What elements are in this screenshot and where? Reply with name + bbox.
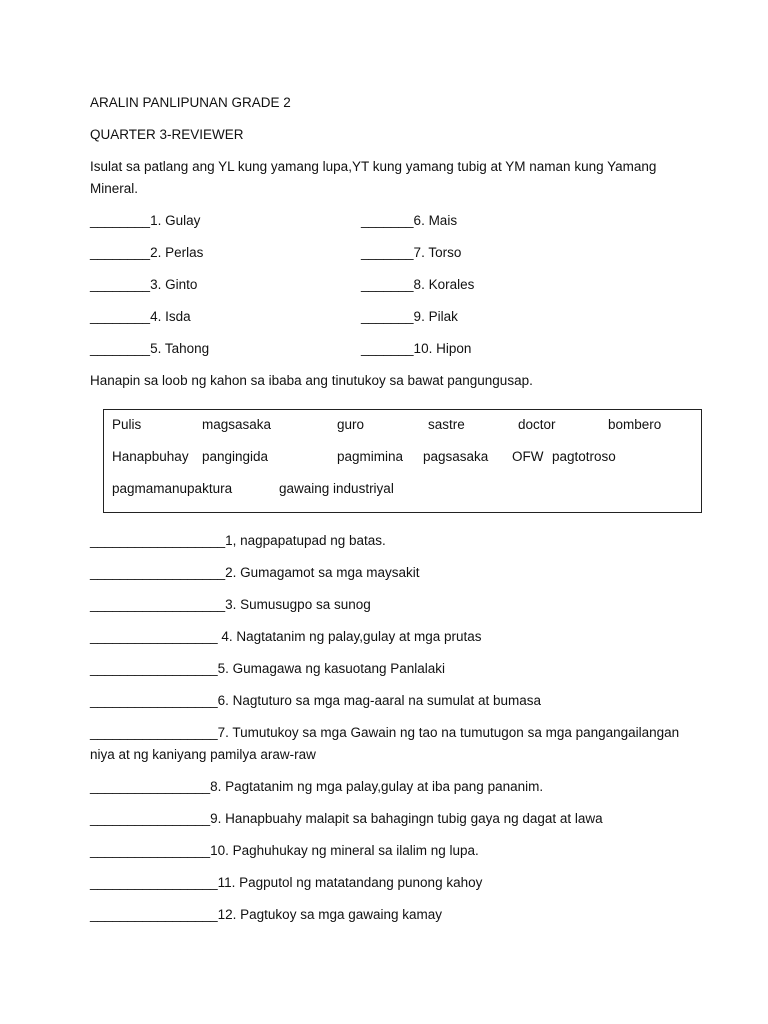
word-bank-item: doctor <box>518 417 556 432</box>
list-item: _________________12. Pagtukoy sa mga gawaing kamay <box>90 907 443 922</box>
list-item: ________2. Perlas <box>90 245 204 260</box>
word-bank-item: Hanapbuhay <box>112 449 189 464</box>
list-item: _________________6. Nagtuturo sa mga mag-aaral na sumulat at bumasa <box>90 693 542 708</box>
list-item: ________________10. Paghuhukay ng mineral sa ilalim ng lupa. <box>90 843 479 858</box>
word-bank-item: guro <box>337 417 365 432</box>
list-item: __________________3. Sumusugpo sa sunog <box>90 597 371 612</box>
list-item: _______9. Pilak <box>361 309 458 324</box>
word-bank-item: bombero <box>608 417 662 432</box>
list-item: ________4. Isda <box>90 309 191 324</box>
list-item: _______6. Mais <box>361 213 458 228</box>
word-bank-item: magsasaka <box>202 417 272 432</box>
word-bank-item: pagtotroso <box>552 449 616 464</box>
list-item: _______10. Hipon <box>361 341 472 356</box>
list-item: ________1. Gulay <box>90 213 201 228</box>
word-bank-item: sastre <box>428 417 465 432</box>
word-bank-item: pagmamanupaktura <box>112 481 233 496</box>
list-item: ________5. Tahong <box>90 341 210 356</box>
list-item: _________________7. Tumutukoy sa mga Gawain ng tao na tumutugon sa mga pangangailangan niya at ng kaniyang pamilya araw-raw <box>90 725 680 762</box>
list-item: __________________2. Gumagamot sa mga maysakit <box>90 565 420 580</box>
list-item: ________3. Ginto <box>90 277 198 292</box>
list-item: ________________9. Hanapbuahy malapit sa bahagingn tubig gaya ng dagat at lawa <box>90 811 603 826</box>
document-title: ARALIN PANLIPUNAN GRADE 2 <box>90 95 291 110</box>
list-item: _______7. Torso <box>361 245 462 260</box>
part1-instruction: Isulat sa patlang ang YL kung yamang lupa,YT kung yamang tubig at YM naman kung Yamang Mineral. <box>90 159 657 196</box>
part2-instruction: Hanapin sa loob ng kahon sa ibaba ang tinutukoy sa bawat pangungusap. <box>90 373 533 388</box>
word-bank-item: OFW <box>512 449 544 464</box>
document-subtitle: QUARTER 3-REVIEWER <box>90 127 244 142</box>
list-item: _________________ 4. Nagtatanim ng palay,gulay at mga prutas <box>90 629 482 644</box>
list-item: _______8. Korales <box>361 277 475 292</box>
word-bank-box <box>103 409 702 513</box>
word-bank-item: pagsasaka <box>423 449 489 464</box>
list-item: __________________1, nagpapatupad ng batas. <box>90 533 386 548</box>
list-item: _________________5. Gumagawa ng kasuotang Panlalaki <box>90 661 446 676</box>
word-bank-item: pangingida <box>202 449 269 464</box>
list-item: ________________8. Pagtatanim ng mga palay,gulay at iba pang pananim. <box>90 779 544 794</box>
list-item: _________________11. Pagputol ng matatandang punong kahoy <box>90 875 483 890</box>
word-bank-item: Pulis <box>112 417 142 432</box>
word-bank-item: gawaing industriyal <box>279 481 394 496</box>
word-bank-item: pagmimina <box>337 449 404 464</box>
